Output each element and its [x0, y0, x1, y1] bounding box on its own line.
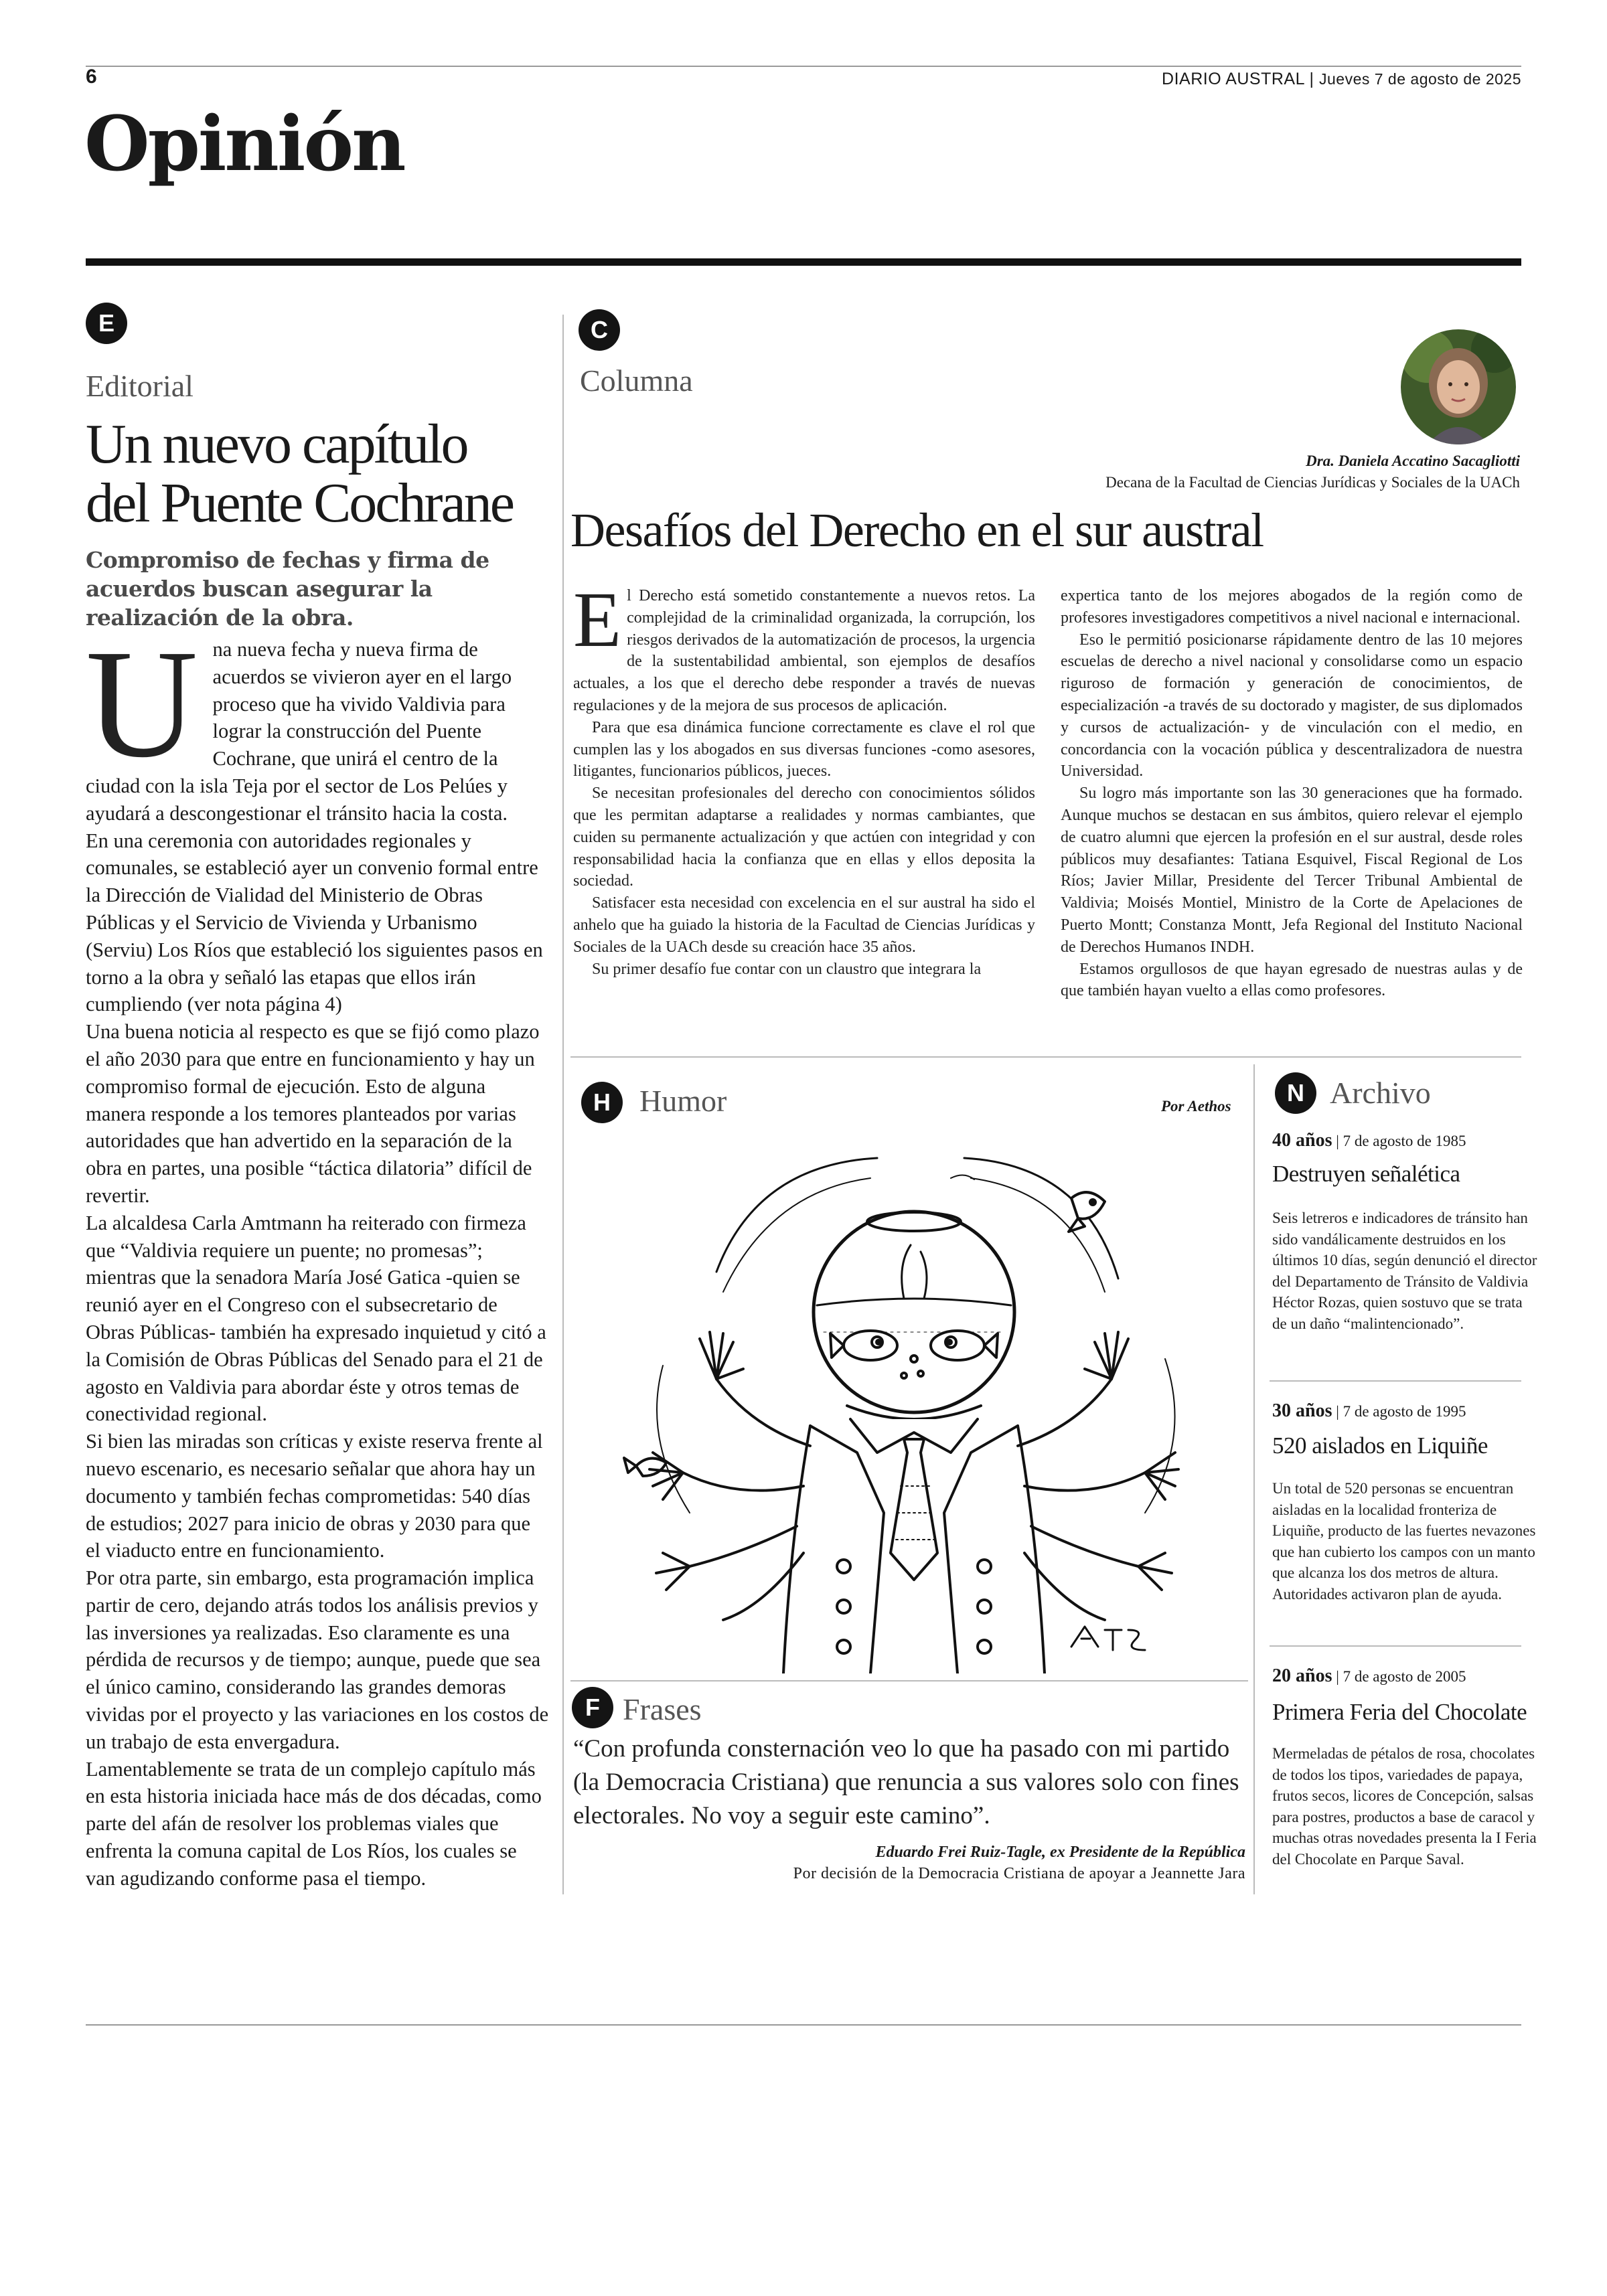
- archivo-badge: N: [1275, 1072, 1316, 1114]
- author-photo-image: [1401, 329, 1516, 444]
- column-kicker: Columna: [580, 363, 693, 398]
- bottom-rule: [86, 2024, 1521, 2026]
- frases-kicker: Frases: [623, 1692, 702, 1726]
- page-number: 6: [86, 66, 97, 88]
- column-text-left: [573, 576, 1035, 980]
- editorial-paragraph: Por otra parte, sin embargo, esta programación implica partir de cero, dejando atrás todos los análisis previos y las inversiones ya realizadas. Eso claramente es una pérdida de recursos y de tiempo; aunque, puede que sea el único camino, considerando las grandes demoras vividas por el proyecto y las variaciones en los costos de un trabajo de esta envergadura.: [86, 1566, 549, 1753]
- frases-quote: “Con profunda consternación veo lo que ha pasado con mi partido (la Democracia Cristiana) que renuncia a sus valores solo con fines electorales. No voy a seguir este camino”.: [573, 1735, 1239, 1829]
- editorial-paragraph: na nueva fecha y nueva firma de acuerdos se vivieron ayer en el largo proceso que ha vivido Valdivia para lograr la construcción del Puente Cochrane, que unirá el centro de la ciudad con la isla Teja por el sector de Los Pelúes y ayudará a descongestionar el tránsito hacia la costa.: [86, 638, 512, 825]
- humor-credit: Por Aethos: [1161, 1098, 1231, 1115]
- archivo-item-header: 30 años | 7 de agosto de 1995: [1272, 1400, 1466, 1421]
- archivo-years: 20 años: [1272, 1665, 1332, 1686]
- editorial-paragraph: En una ceremonia con autoridades regionales y comunales, se estableció ayer un convenio formal entre la Dirección de Vialidad del Ministerio de Obras Públicas y el Servicio de Vivienda y Urbanismo (Serviu) Los Ríos que estableció los siguientes pasos en torno a la obra y señaló las etapas que ellos irán cumpliendo (ver nota página 4): [86, 829, 543, 1016]
- editorial-headline-line-1: Un nuevo capítulo: [86, 413, 467, 475]
- editorial-headline-line-2: del Puente Cochrane: [86, 472, 514, 534]
- humor-badge: H: [581, 1082, 623, 1123]
- humor-kicker: Humor: [639, 1084, 727, 1118]
- archivo-item-text: Un total de 520 personas se encuentran aisladas en la localidad fronteriza de Liquiñe, producto de las fuertes nevazones que han cubierto los campos con un manto que alcanza los dos metros de altura. Autoridades activaron plan de ayuda.: [1272, 1480, 1536, 1603]
- archivo-item-title: Primera Feria del Chocolate: [1272, 1699, 1527, 1725]
- archivo-date: 7 de agosto de 1985: [1343, 1133, 1466, 1149]
- column-divider: [1253, 1064, 1255, 1894]
- section-bar: [86, 258, 1521, 266]
- publication-date: Jueves 7 de agosto de 2025: [1318, 70, 1521, 88]
- editorial-paragraph: Lamentablemente se trata de un complejo capítulo más en esta historia iniciada hace más de dos décadas, como parte del afán de resolver los problemas viales que enfrenta la comuna capital de Los Ríos, los cuales se van agudizando conforme pasa el tiempo.: [86, 1757, 542, 1890]
- archivo-item-header: 40 años | 7 de agosto de 1985: [1272, 1130, 1466, 1151]
- archivo-date: 7 de agosto de 2005: [1343, 1668, 1466, 1685]
- archivo-kicker: Archivo: [1330, 1076, 1431, 1110]
- column-divider: [562, 315, 564, 1894]
- column-author-role: Decana de la Facultad de Ciencias Jurídicas y Sociales de la UACh: [1105, 474, 1520, 491]
- column-paragraph: Satisfacer esta necesidad con excelencia en el sur austral ha sido el anhelo que ha guiado la historia de la Facultad de Ciencias Jurídicas y Sociales de la UACh desde su creación hace 35 años.: [573, 894, 1035, 956]
- column-badge: C: [579, 309, 620, 351]
- column-paragraph: Se necesitan profesionales del derecho con conocimientos sólidos que les permitan adaptarse a realidades y normas cambiantes, que cuiden su permanente actualización y que actúen con integridad y con responsabilidad hacia la confianza que en ellas y ellos deposita la sociedad.: [573, 785, 1035, 890]
- publication-line: [1162, 70, 1521, 89]
- column-paragraph: Estamos orgullosos de que hayan egresado de nuestras aulas y de que también hayan vuelto a ellas como profesores.: [1061, 960, 1523, 1000]
- editorial-paragraph: Una buena noticia al respecto es que se fijó como plazo el año 2030 para que entre en funcionamiento y hay un compromiso formal de ejecución. Esto de alguna manera responde a los temores planteados por varias autoridades que han advertido en la separación de la obra en partes, una posible “táctica dilatoria” difícil de revertir.: [86, 1020, 540, 1207]
- publication-separator: |: [1304, 70, 1319, 88]
- archivo-item-title: 520 aislados en Liquiñe: [1272, 1432, 1488, 1459]
- editorial-body: [86, 618, 549, 1892]
- editorial-paragraph: La alcaldesa Carla Amtmann ha reiterado con firmeza que “Valdivia requiere un puente; no promesas”; mientras que la senadora María José Gatica -quien se reunió ayer en el Congreso con el subsecretario de Obras Públicas- también ha expresado inquietud y citó a la Comisión de Obras Públicas del Senado para el 21 de agosto en Valdivia para abordar éste y otros temas de conectividad regional.: [86, 1211, 546, 1426]
- column-paragraph: Eso le permitió posicionarse rápidamente dentro de las 10 mejores escuelas de derecho a nivel nacional y consolidarse como un espacio riguroso de formación y generación de conocimientos, de especialización -a través de su doctorado y magister, de sus diplomados y cursos de actualización- y de vinculación con el medio, en concordancia con la vocación pública y descentralizadora de nuestra Universidad.: [1061, 631, 1523, 781]
- column-drop-cap: E: [573, 576, 622, 663]
- editorial-badge: E: [86, 303, 127, 344]
- column-paragraph: Para que esa dinámica funcione correctamente es clave el rol que cumplen las y los abogados en sus diversas funciones -como asesores, litigantes, funcionarios públicos, jueces.: [573, 718, 1035, 781]
- humor-cartoon: [589, 1138, 1239, 1673]
- column-headline: Desafíos del Derecho en el sur austral: [570, 503, 1264, 557]
- column-paragraph: Su primer desafío fue contar con un claustro que integrara la: [592, 960, 982, 978]
- archivo-date: 7 de agosto de 1995: [1343, 1403, 1466, 1420]
- section-divider: [570, 1056, 1521, 1058]
- archivo-item-header: 20 años | 7 de agosto de 2005: [1272, 1665, 1466, 1686]
- cartoon-illustration: [589, 1138, 1239, 1673]
- archivo-divider: [1270, 1645, 1521, 1647]
- archivo-item-title: Destruyen señalética: [1272, 1161, 1460, 1187]
- archivo-divider: [1270, 1380, 1521, 1382]
- section-title: Opinión: [84, 100, 404, 188]
- archivo-item-text: Seis letreros e indicadores de tránsito han sido vandálicamente destruidos en los últimos 10 días, según denunció el director del Departamento de Tránsito de Valdivia Héctor Rozas, quien sostuvo que se trata de un daño “malintencionado”.: [1272, 1210, 1537, 1332]
- archivo-item-text: Mermeladas de pétalos de rosa, chocolates de todos los tipos, variedades de papaya, frutos secos, licores de Concepción, salsas para postres, productos a base de caracol y muchas otras novedades presenta la I Feria del Chocolate en Parque Saval.: [1272, 1745, 1537, 1868]
- frases-author: Eduardo Frei Ruiz-Tagle, ex Presidente de la República: [875, 1843, 1245, 1861]
- column-paragraph: expertica tanto de los mejores abogados de la región como de profesores investigadores competitivos a nivel nacional e internacional.: [1061, 587, 1523, 627]
- column-author: Dra. Daniela Accatino Sacagliotti: [1306, 453, 1520, 469]
- editorial-drop-cap: U: [86, 618, 198, 790]
- column-paragraph: Su logro más importante son las 30 generaciones que ha formado. Aunque muchos se destacan en sus ámbitos, quiero relevar el ejemplo de cuatro alumni que ejercen la profesión en el sur austral, desde roles públicos muy desafiantes: Tatiana Esquivel, Fiscal Regional de Los Ríos; Javier Millar, Presidente del Tercer Tribunal Ambiental de Valdivia; Moisés Montiel, Ministro de la Corte de Apelaciones de Puerto Montt; Constanza Montt, Jefa Regional del Instituto Nacional de Derechos Humanos INDH.: [1061, 785, 1523, 956]
- publication-name: DIARIO AUSTRAL: [1162, 70, 1305, 88]
- top-rule: [86, 66, 1521, 67]
- frases-badge: F: [572, 1687, 613, 1728]
- section-divider: [570, 1680, 1248, 1682]
- editorial-kicker: Editorial: [86, 369, 194, 403]
- archivo-years: 40 años: [1272, 1130, 1332, 1151]
- frases-context: Por decisión de la Democracia Cristiana de apoyar a Jeannette Jara: [793, 1865, 1245, 1882]
- column-paragraph: l Derecho está sometido constantemente a nuevos retos. La complejidad de la criminalidad organizada, la corrupción, los riesgos derivados de la automatización de procesos, la urgencia de la sustentabilidad ambiental, son ejemplos de desafíos actuales, a los que el derecho debe responder a través de nuevas regulaciones y de la mejora de sus procesos de aplicación.: [573, 587, 1035, 714]
- column-text-right: [1061, 585, 1523, 1002]
- archivo-years: 30 años: [1272, 1400, 1332, 1421]
- editorial-paragraph: Si bien las miradas son críticas y existe reserva frente al nuevo escenario, es necesario señalar que ahora hay un documento y también fechas comprometidas: 540 días de estudios; 2027 para inicio de obras y 2030 para que el viaducto entre en funcionamiento.: [86, 1430, 543, 1562]
- editorial-deck: Compromiso de fechas y firma de acuerdos buscan asegurar la realización de la obra.: [86, 547, 489, 631]
- author-photo: [1401, 329, 1516, 444]
- editorial-headline: [86, 415, 554, 533]
